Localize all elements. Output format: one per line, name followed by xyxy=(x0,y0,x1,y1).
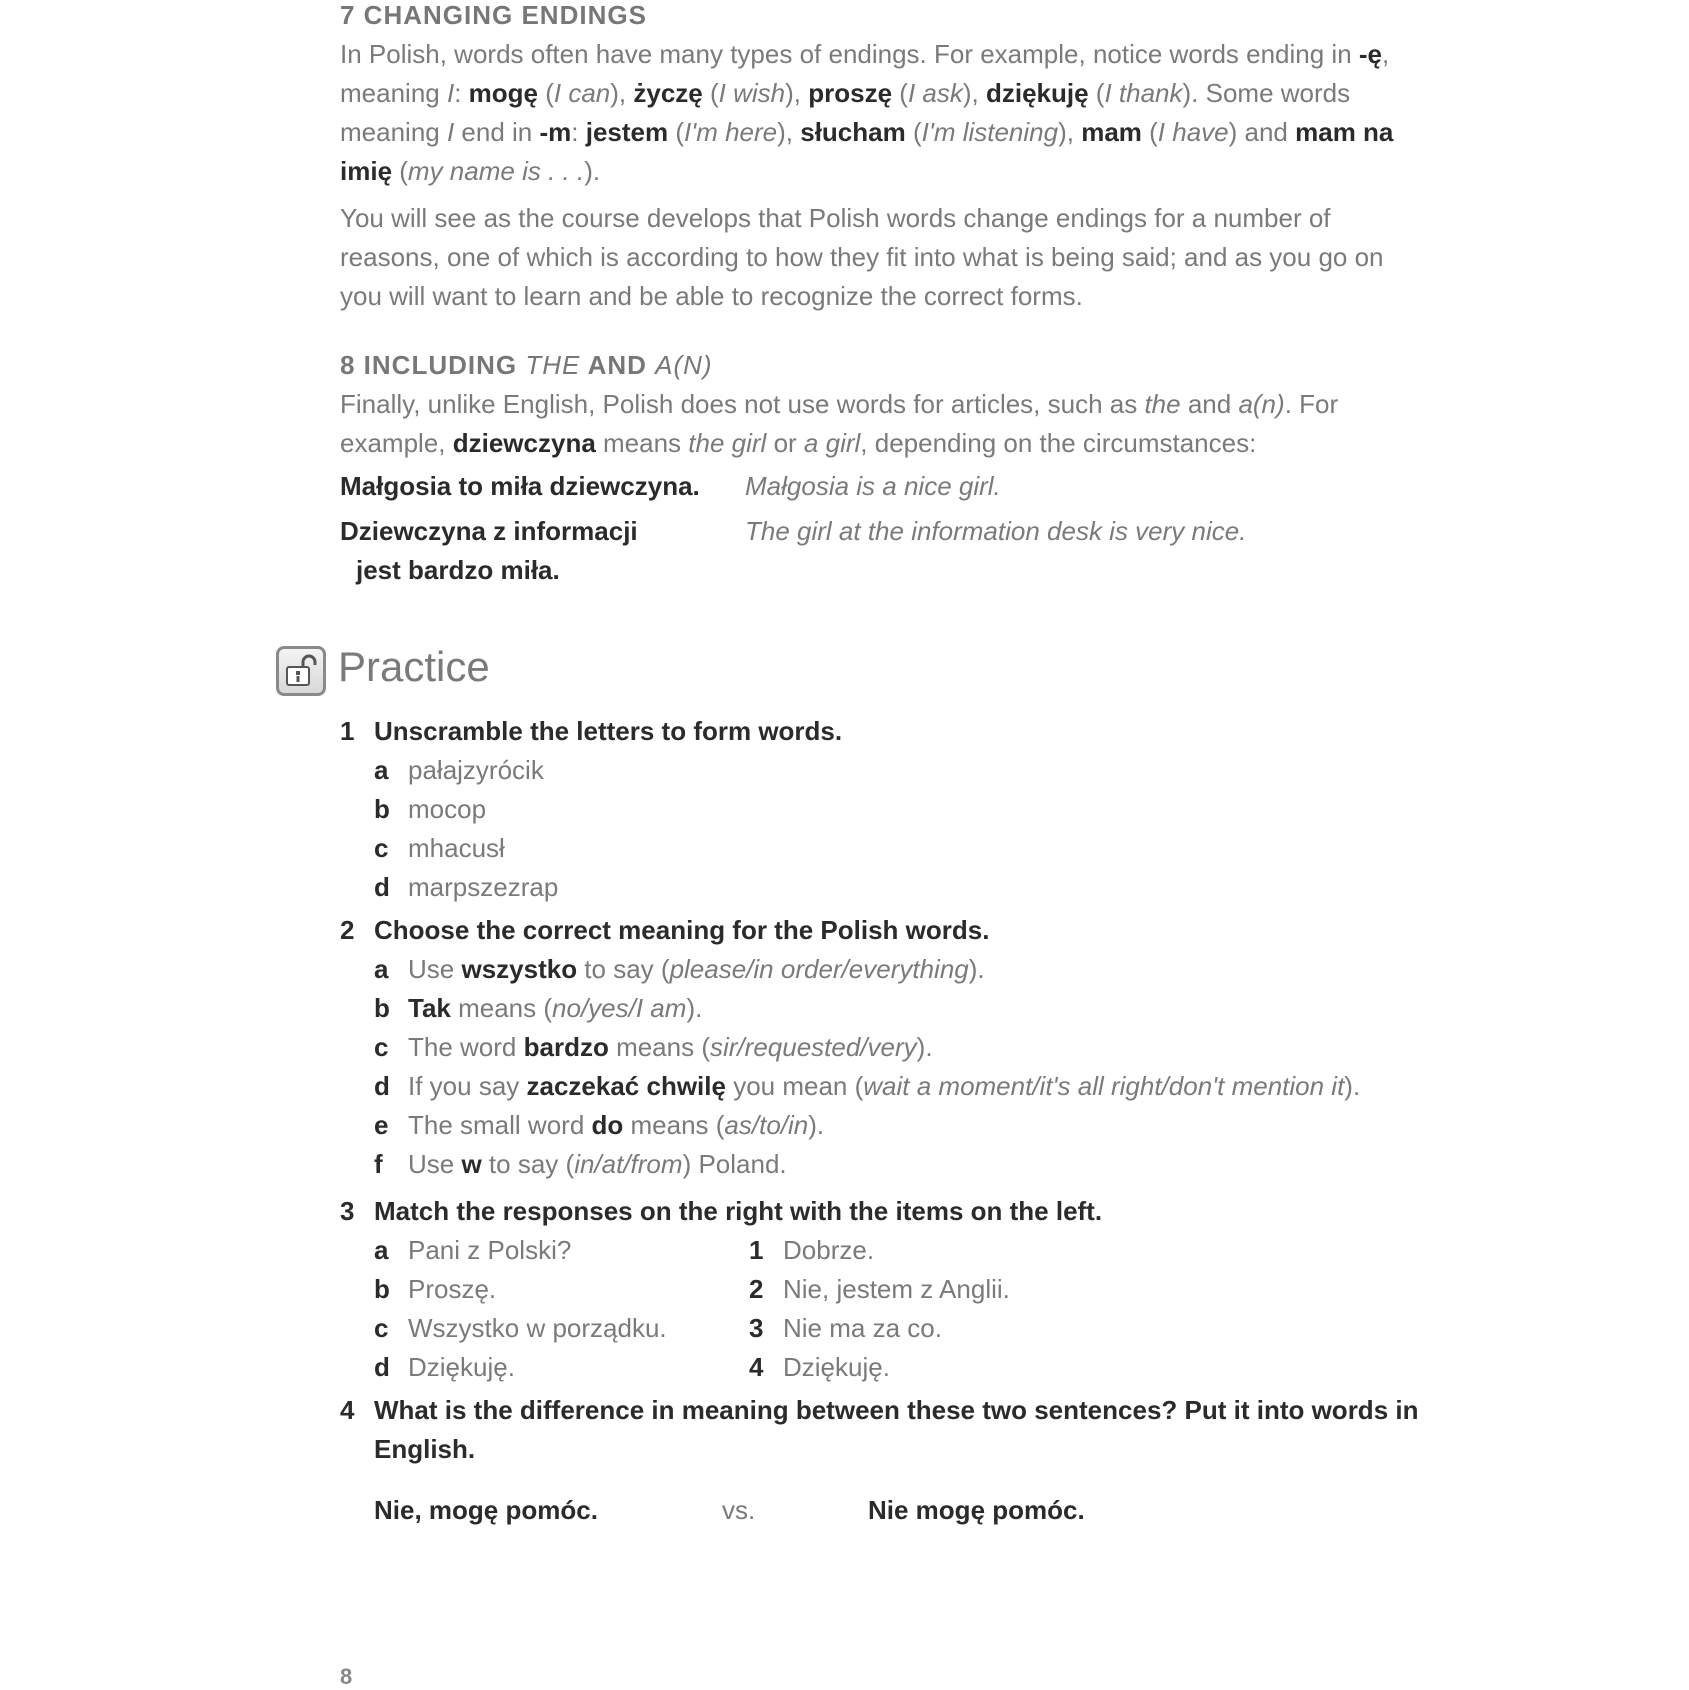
item-letter: d xyxy=(374,872,390,902)
item-letter: a xyxy=(374,954,389,984)
item-text xyxy=(408,1145,787,1184)
bold-term: mam xyxy=(1081,117,1142,147)
text-run: or xyxy=(766,428,804,458)
text-run: Use xyxy=(408,1149,462,1179)
bold-term: -m xyxy=(539,117,572,147)
italic-gloss: I'm listening xyxy=(921,117,1059,147)
italic-gloss: I ask xyxy=(907,78,963,108)
text-run: ( xyxy=(392,156,408,186)
section-7-paragraph-2: You will see as the course develops that Polish words change endings for a number of reasons, one of which is according to how they fit into what is being said; and as you go on you will want to learn and be able to recognize the correct forms. xyxy=(340,203,1384,311)
item-text: Wszystko w porządku. xyxy=(408,1313,667,1343)
question-text: Choose the correct meaning for the Polish words. xyxy=(374,915,990,945)
match-row xyxy=(374,1309,1440,1348)
text-run: : xyxy=(571,117,586,147)
sentence-a: Nie, mogę pomóc. xyxy=(374,1495,598,1525)
bold-term: dziewczyna xyxy=(452,428,596,458)
list-item xyxy=(374,1145,1440,1184)
text-run: In Polish, words often have many types of endings. For example, notice words ending in xyxy=(340,39,1359,69)
text-run: ) and xyxy=(1228,117,1296,147)
text-run: ( xyxy=(702,78,719,108)
section-7-paragraph-1 xyxy=(340,35,1430,191)
bold-term: jestem xyxy=(585,117,669,147)
bold-term: życzę xyxy=(633,78,703,108)
text-run: If you say xyxy=(408,1071,527,1101)
sentence-b: Nie mogę pomóc. xyxy=(868,1495,1085,1525)
item-text: Nie, jestem z Anglii. xyxy=(783,1274,1010,1304)
match-left-item xyxy=(374,1231,749,1270)
item-letter: c xyxy=(374,1313,389,1343)
italic-gloss: as/to/in xyxy=(724,1110,809,1140)
list-item xyxy=(374,1067,1440,1106)
item-text xyxy=(408,989,702,1028)
match-left-item xyxy=(374,1270,749,1309)
text-run: ( xyxy=(668,117,685,147)
versus-label: vs. xyxy=(722,1495,756,1525)
comparison-row xyxy=(374,1491,1440,1530)
item-text: marpszezrap xyxy=(408,872,559,902)
text-run: means ( xyxy=(608,1032,710,1062)
bold-term: dziękuję xyxy=(985,78,1089,108)
example-polish xyxy=(340,467,745,506)
text-run: and xyxy=(1180,389,1239,419)
item-text: mocop xyxy=(408,794,487,824)
text-run: to say ( xyxy=(481,1149,575,1179)
text-run: ). Some words meaning xyxy=(340,78,1351,147)
text-run: ). xyxy=(686,993,703,1023)
text-run: ). xyxy=(968,954,985,984)
example-row xyxy=(340,467,1430,506)
item-number: 1 xyxy=(749,1235,764,1265)
italic-gloss: I'm here xyxy=(684,117,778,147)
item-letter: d xyxy=(374,1071,390,1101)
match-row xyxy=(374,1270,1440,1309)
match-row xyxy=(374,1231,1440,1270)
item-letter: f xyxy=(374,1149,383,1179)
text-run: means xyxy=(595,428,689,458)
match-right-item xyxy=(749,1348,890,1387)
text-run: end in xyxy=(454,117,540,147)
text-run: you mean ( xyxy=(725,1071,864,1101)
example-polish-line: jest bardzo miła. xyxy=(356,555,560,585)
item-text: Dziękuję. xyxy=(408,1352,515,1382)
bold-term: mogę xyxy=(468,78,538,108)
item-text: Dziękuję. xyxy=(783,1352,890,1382)
list-item xyxy=(374,790,1440,829)
section-8-paragraph-1 xyxy=(340,385,1430,463)
italic-gloss: I have xyxy=(1157,117,1229,147)
text-run: ( xyxy=(538,78,554,108)
example-row xyxy=(340,512,1430,590)
question-1-items xyxy=(340,751,1440,907)
bold-term: Tak xyxy=(408,993,451,1023)
section-8 xyxy=(340,350,1430,590)
question-number: 4 xyxy=(340,1395,355,1425)
item-letter: c xyxy=(374,833,389,863)
section-7-heading: 7 CHANGING ENDINGS xyxy=(340,0,647,30)
text-run: ) Poland. xyxy=(682,1149,787,1179)
italic-gloss: my name is . . . xyxy=(407,156,585,186)
question-text: What is the difference in meaning between these two sentences? Put it into words in English. xyxy=(374,1395,1419,1464)
bold-term: w xyxy=(461,1149,482,1179)
question-3 xyxy=(340,1192,1440,1231)
section-8-heading xyxy=(340,350,1430,381)
section-8-heading-prefix: 8 INCLUDING xyxy=(340,350,526,380)
text-run: , meaning xyxy=(340,39,1390,108)
match-right-item xyxy=(749,1270,1010,1309)
item-text: Proszę. xyxy=(408,1274,497,1304)
bold-term: zaczekać chwilę xyxy=(526,1071,726,1101)
italic-gloss: I can xyxy=(553,78,611,108)
text-run: ), xyxy=(777,117,801,147)
example-english: The girl at the information desk is very nice. xyxy=(745,516,1247,546)
bold-term: do xyxy=(591,1110,624,1140)
item-text: Pani z Polski? xyxy=(408,1235,572,1265)
padlock-open-icon xyxy=(276,646,326,696)
text-run: ( xyxy=(892,78,908,108)
text-run: Finally, unlike English, Polish does not use words for articles, such as xyxy=(340,389,1145,419)
text-run: means ( xyxy=(450,993,553,1023)
item-number: 4 xyxy=(749,1352,764,1382)
text-run: ), xyxy=(785,78,809,108)
item-letter: a xyxy=(374,1235,389,1265)
item-text: Nie ma za co. xyxy=(783,1313,942,1343)
question-4 xyxy=(340,1391,1440,1469)
match-row xyxy=(374,1348,1440,1387)
text-run: Use xyxy=(408,954,462,984)
item-letter: c xyxy=(374,1032,389,1062)
italic-gloss: please/in order/everything xyxy=(669,954,969,984)
practice-header xyxy=(276,643,490,696)
list-item xyxy=(374,751,1440,790)
section-8-heading-an: A(N) xyxy=(655,350,713,380)
list-item xyxy=(374,989,1440,1028)
text-run: ( xyxy=(1088,78,1105,108)
text-run: The small word xyxy=(408,1110,592,1140)
italic-gloss: the xyxy=(1144,389,1181,419)
text-run: ). xyxy=(1344,1071,1361,1101)
match-left-item xyxy=(374,1348,749,1387)
item-letter: b xyxy=(374,1274,390,1304)
question-3-items xyxy=(340,1231,1440,1387)
list-item xyxy=(374,829,1440,868)
bold-term: mam na imię xyxy=(340,117,1394,186)
item-letter: e xyxy=(374,1110,389,1140)
text-run: ), xyxy=(1058,117,1082,147)
italic-gloss: I wish xyxy=(718,78,786,108)
question-number: 2 xyxy=(340,915,355,945)
page-number: 8 xyxy=(340,1664,353,1689)
list-item xyxy=(374,950,1440,989)
match-left-item xyxy=(374,1309,749,1348)
example-polish-line: Małgosia to miła dziewczyna. xyxy=(340,471,700,501)
italic-gloss: sir/requested/very xyxy=(710,1032,917,1062)
text-run: ). xyxy=(584,156,601,186)
list-item xyxy=(374,1028,1440,1067)
item-text xyxy=(408,950,985,989)
item-text xyxy=(408,1106,824,1145)
italic-gloss: I xyxy=(446,117,455,147)
item-number: 2 xyxy=(749,1274,764,1304)
text-run: , depending on the circumstances: xyxy=(860,428,1257,458)
text-run: ). xyxy=(808,1110,825,1140)
item-number: 3 xyxy=(749,1313,764,1343)
item-letter: d xyxy=(374,1352,390,1382)
question-2 xyxy=(340,911,1440,950)
match-right-item xyxy=(749,1231,874,1270)
item-letter: b xyxy=(374,794,390,824)
list-item xyxy=(374,868,1440,907)
text-run: ), xyxy=(962,78,986,108)
practice-questions xyxy=(340,712,1440,1530)
italic-gloss: no/yes/I am xyxy=(552,993,687,1023)
bold-term: proszę xyxy=(808,78,893,108)
question-text: Unscramble the letters to form words. xyxy=(374,716,843,746)
bold-term: -ę xyxy=(1358,39,1383,69)
question-2-items xyxy=(340,950,1440,1184)
example-english: Małgosia is a nice girl. xyxy=(745,471,1001,501)
example-polish xyxy=(340,512,745,590)
item-letter: a xyxy=(374,755,389,785)
section-8-heading-and: AND xyxy=(580,350,656,380)
match-right-item xyxy=(749,1309,942,1348)
text-run: means ( xyxy=(623,1110,725,1140)
example-polish-line: Dziewczyna z informacji xyxy=(340,516,638,546)
item-text xyxy=(408,1067,1360,1106)
text-run: The word xyxy=(408,1032,524,1062)
italic-gloss: a(n) xyxy=(1238,389,1285,419)
item-text xyxy=(408,1028,933,1067)
list-item xyxy=(374,1106,1440,1145)
section-8-heading-the: THE xyxy=(525,350,581,380)
question-number: 3 xyxy=(340,1196,355,1226)
item-text: pałajzyrócik xyxy=(408,755,544,785)
text-run: ). xyxy=(916,1032,933,1062)
item-letter: b xyxy=(374,993,390,1023)
question-text: Match the responses on the right with the items on the left. xyxy=(374,1196,1103,1226)
italic-gloss: wait a moment/it's all right/don't mention it xyxy=(863,1071,1345,1101)
text-run: ), xyxy=(610,78,634,108)
text-run: to say ( xyxy=(577,954,670,984)
question-number: 1 xyxy=(340,716,355,746)
italic-gloss: I thank xyxy=(1104,78,1183,108)
question-1 xyxy=(340,712,1440,751)
italic-gloss: in/at/from xyxy=(574,1149,683,1179)
item-text: mhacusł xyxy=(408,833,505,863)
text-run: : xyxy=(454,78,469,108)
section-7 xyxy=(340,0,1430,316)
bold-term: słucham xyxy=(800,117,906,147)
bold-term: bardzo xyxy=(523,1032,609,1062)
text-run: ( xyxy=(905,117,922,147)
practice-title: Practice xyxy=(338,643,490,690)
text-run: . For example, xyxy=(340,389,1339,458)
bold-term: wszystko xyxy=(461,954,578,984)
italic-gloss: a girl xyxy=(803,428,861,458)
italic-gloss: the girl xyxy=(688,428,767,458)
item-text: Dobrze. xyxy=(783,1235,875,1265)
text-run: ( xyxy=(1141,117,1158,147)
italic-gloss: I xyxy=(446,78,455,108)
